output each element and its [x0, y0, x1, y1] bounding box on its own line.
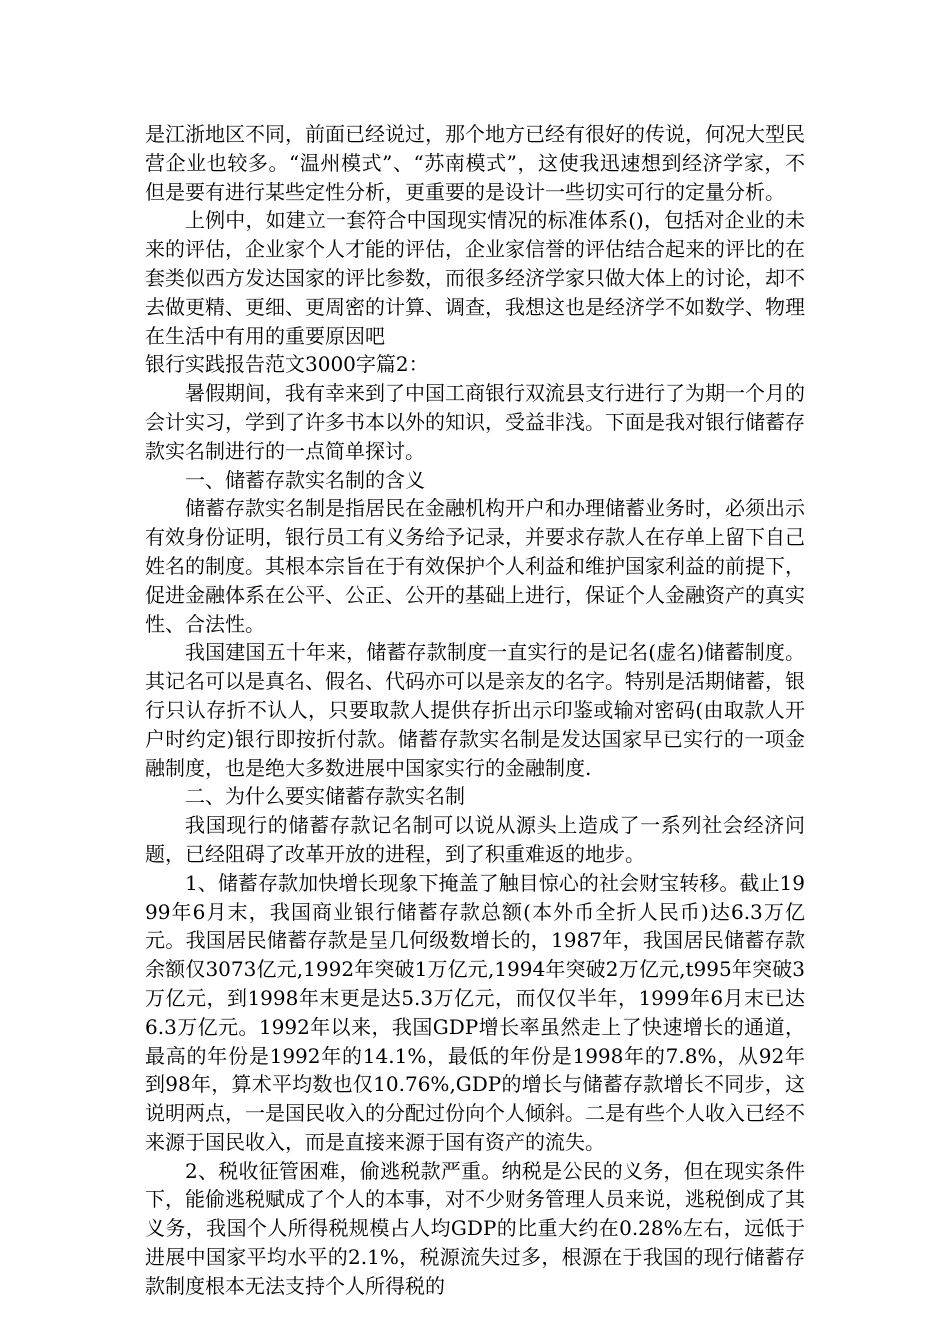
paragraph-2: 上例中，如建立一套符合中国现实情况的标准体系()，包括对企业的未来的评估，企业家个人才能的评估，企业家信誉的评估结合起来的评比的在套类似西方发达国家的评比参数，而很多经济学家只做大体上的讨论，却不去做更精、更细、更周密的计算、调查，我想这也是经济学不如数学、物理在生活中有用的重要原因吧	[145, 208, 805, 348]
paragraph-4: 暑假期间，我有幸来到了中国工商银行双流县支行进行了为期一个月的会计实习，学到了许多书本以外的知识，受益非浅。下面是我对银行储蓄存款实名制进行的一点简单探讨。	[145, 381, 805, 463]
section-heading-2: 二、为什么要实储蓄存款实名制	[185, 784, 465, 809]
paragraph-11: 2、税收征管困难，偷逃税款严重。纳税是公民的义务，但在现实条件下，能偷逃税赋成了个人的本事，对不少财务管理人员来说，逃税倒成了其义务，我国个人所得税规模占人均GDP的比重大约在0.28%左右，远低于进展中国家平均水平的2.1%，税源流失过多，根源在于我国的现行储蓄存款制度根本无法支持个人所得税的	[145, 1158, 805, 1298]
document-page	[145, 120, 805, 1301]
section-heading-1: 一、储蓄存款实名制的含义	[185, 467, 425, 492]
paragraph-6: 储蓄存款实名制是指居民在金融机构开户和办理储蓄业务时，必须出示有效身份证明，银行员工有义务给予记录，并要求存款人在存单上留下自己姓名的制度。其根本宗旨在于有效保护个人利益和维护国家利益的前提下，促进金融体系在公平、公正、公开的基础上进行，保证个人金融资产的真实性、合法性。	[145, 496, 805, 636]
paragraph-9: 我国现行的储蓄存款记名制可以说从源头上造成了一系列社会经济问题，已经阻碍了改革开放的进程，到了积重难返的地步。	[145, 813, 805, 866]
paragraph-1: 是江浙地区不同，前面已经说过，那个地方已经有很好的传说，何况大型民营企业也较多。“温州模式”、“苏南模式”，这使我迅速想到经济学家，不但是要有进行某些定性分析，更重要的是设计一些切实可行的定量分析。	[145, 122, 805, 204]
paragraph-7: 我国建国五十年来，储蓄存款制度一直实行的是记名(虚名)储蓄制度。其记名可以是真名、假名、代码亦可以是亲友的名字。特别是活期储蓄，银行只认存折不认人，只要取款人提供存折出示印鉴或输对密码(由取款人开户时约定)银行即按折付款。储蓄存款实名制是发达国家早已实行的一项金融制度，也是绝大多数进展中国家实行的金融制度.	[145, 640, 805, 780]
paragraph-10: 1、储蓄存款加快增长现象下掩盖了触目惊心的社会财宝转移。截止1999年6月末，我国商业银行储蓄存款总额(本外币全折人民币)达6.3万亿元。我国居民储蓄存款是呈几何级数增长的，1987年，我国居民储蓄存款余额仅3073亿元,1992年突破1万亿元,1994年突破2万亿元,t995年突破3万亿元，到1998年末更是达5.3万亿元，而仅仅半年，1999年6月末已达6.3万亿元。1992年以来，我国GDP增长率虽然走上了快速增长的通道，最高的年份是1992年的14.1%，最低的年份是1998年的7.8%，从92年到98年，算术平均数也仅10.76%,GDP的增长与储蓄存款增长不同步，这说明两点，一是国民收入的分配过份向个人倾斜。二是有些个人收入已经不来源于国民收入，而是直接来源于国有资产的流失。	[145, 870, 805, 1154]
paragraph-3-heading: 银行实践报告范文3000字篇2：	[145, 352, 429, 377]
